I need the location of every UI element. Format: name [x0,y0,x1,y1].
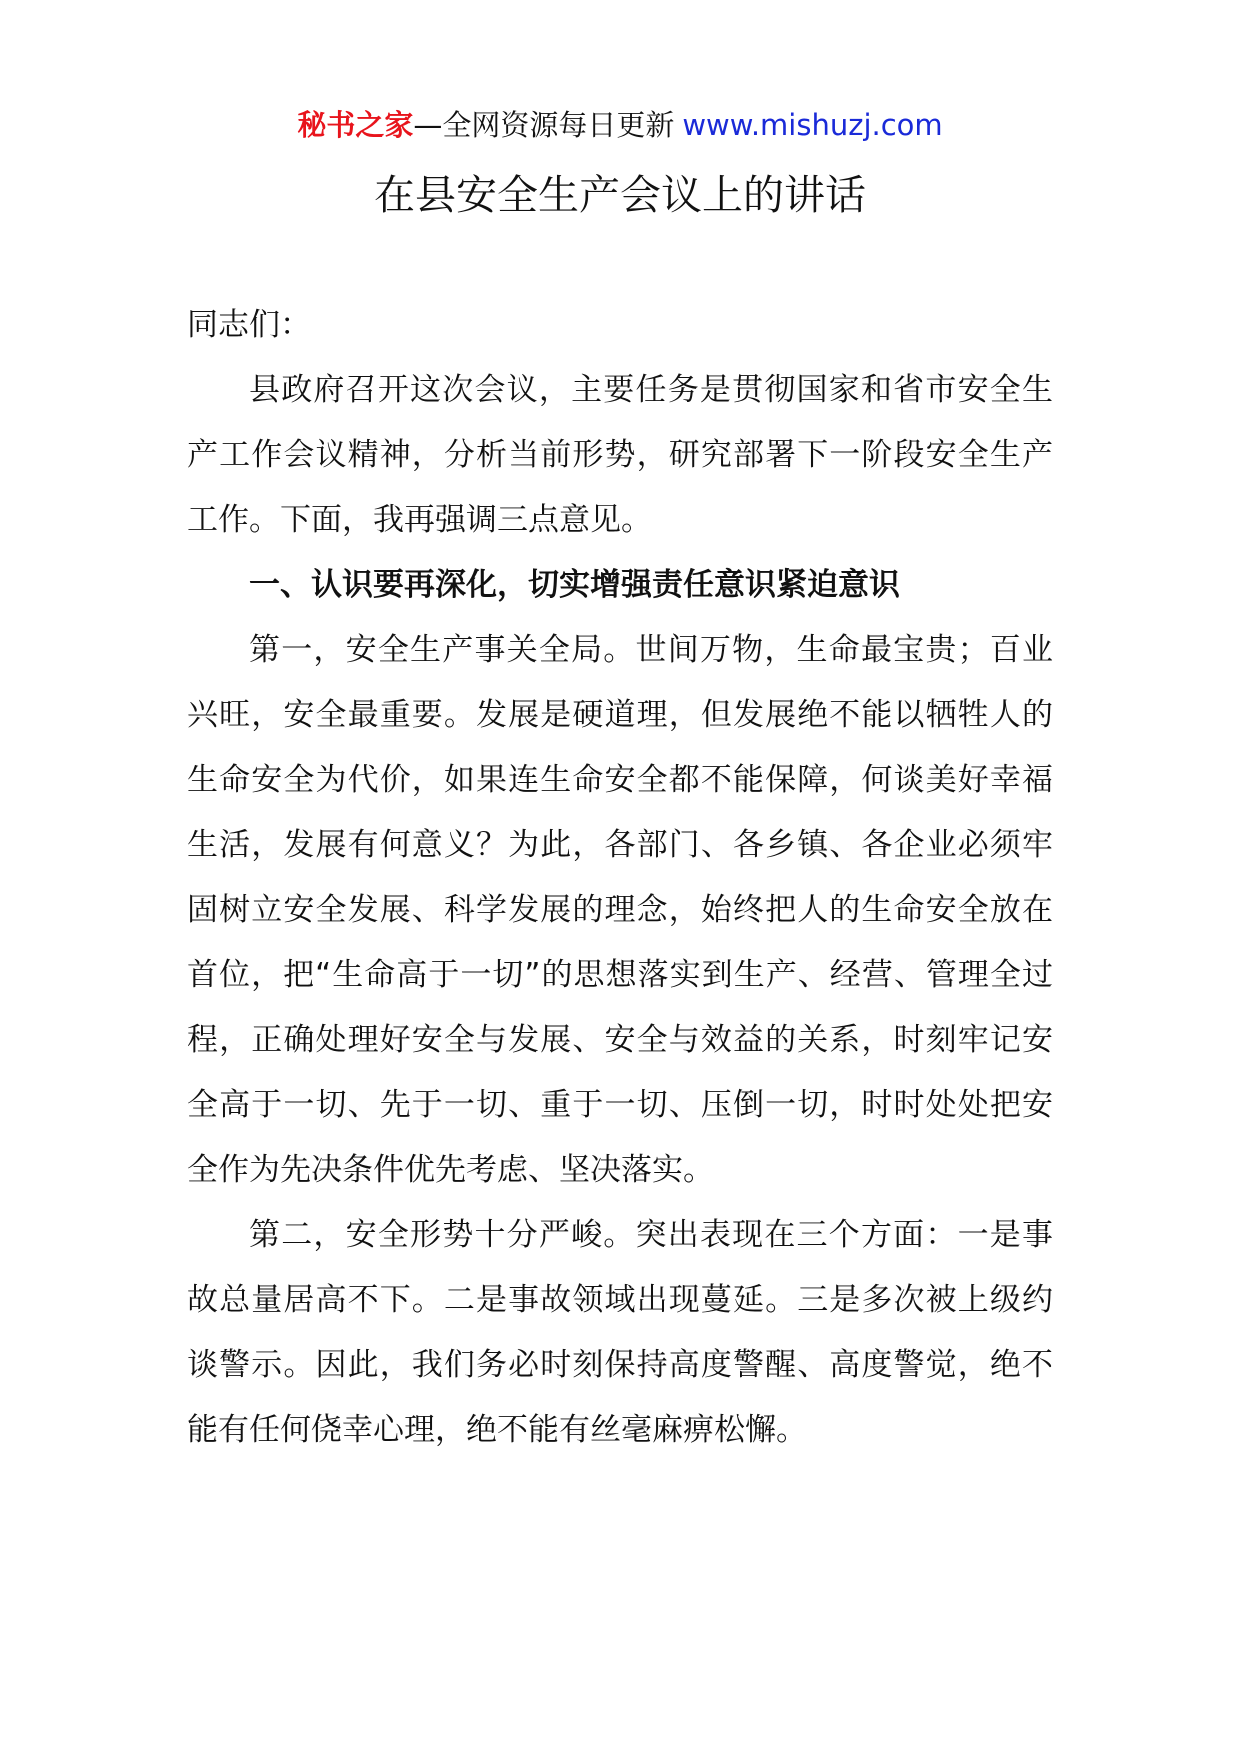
paragraph-intro: 县政府召开这次会议，主要任务是贯彻国家和省市安全生产工作会议精神，分析当前形势，研究部署下一阶段安全生产工作。下面，我再强调三点意见。 [187,372,1053,538]
paragraph-second-point: 第二，安全形势十分严峻。突出表现在三个方面：一是事故总量居高不下。二是事故领域出现蔓延。三是多次被上级约谈警示。因此，我们务必时刻保持高度警醒、高度警觉，绝不能有任何侥幸心理，绝不能有丝毫麻痹松懈。 [187,1217,1053,1448]
site-url-link[interactable]: www.mishuzj.com [682,108,943,142]
site-banner [0,100,1240,150]
site-slogan: —全网资源每日更新 [413,108,675,142]
paragraph-first-point: 第一，安全生产事关全局。世间万物，生命最宝贵；百业兴旺，安全最重要。发展是硬道理，但发展绝不能以牺牲人的生命安全为代价，如果连生命安全都不能保障，何谈美好幸福生活，发展有何意义？为此，各部门、各乡镇、各企业必须牢固树立安全发展、科学发展的理念，始终把人的生命安全放在首位，把“生命高于一切”的思想落实到生产、经营、管理全过程，正确处理好安全与发展、安全与效益的关系，时刻牢记安全高于一切、先于一切、重于一切、压倒一切，时时处处把安全作为先决条件优先考虑、坚决落实。 [187,632,1053,1188]
salutation: 同志们： [187,307,311,343]
section-heading-1: 一、认识要再深化，切实增强责任意识紧迫意识 [249,567,900,603]
document-body [187,293,1053,1463]
site-brand-name: 秘书之家 [297,108,414,142]
document-title: 在县安全生产会议上的讲话 [374,171,866,219]
